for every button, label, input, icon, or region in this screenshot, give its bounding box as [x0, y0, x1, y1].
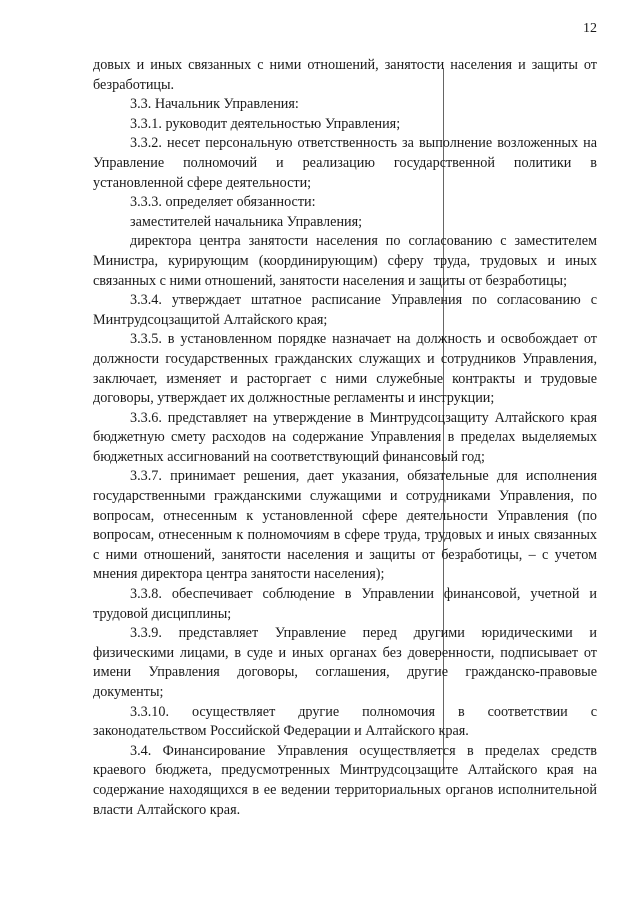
paragraph: довых и иных связанных с ними отношений, занятости населения и защиты от безработицы. — [93, 57, 597, 93]
paragraph: 3.3.10. осуществляет другие полномочия в соответствии с законодательством Российской Федерации и Алтайского края. — [93, 703, 597, 740]
paragraph: 3.3.5. в установленном порядке назначает на должность и освобождает от должности государственных гражданских служащих и сотрудников Управления, заключает, изменяет и расторгает с ними служебные контракты и трудовые договоры, утверждает их должностные регламенты и инструкции; — [93, 331, 597, 407]
paragraph: директора центра занятости населения по согласованию с заместителем Министра, курирующим (координирующим) сферу труда, трудовых и иных связанных с ними отношений, занятости населения и защиты от безработицы; — [93, 233, 597, 289]
paragraph: 3.3.4. утверждает штатное расписание Управления по согласованию с Минтрудсоцзащитой Алтайского края; — [93, 292, 597, 328]
paragraph: 3.3.3. определяет обязанности: — [130, 194, 316, 211]
paragraph: 3.3.9. представляет Управление перед другими юридическими и физическими лицами, в суде и иных органах без доверенности, подписывает от имени Управления договоры, соглашения, другие гражданско-правовые документы; — [93, 625, 597, 700]
paragraph: заместителей начальника Управления; — [130, 213, 363, 230]
paragraph: 3.3.7. принимает решения, дает указания, обязательные для исполнения государственными гражданскими служащими и сотрудниками Управления, по вопросам, отнесенным к установленной сфере деятельности Управления (по вопросам, отнесенным к полномочиям в сфере труда, трудовых и иных связанных с ними отношений, занятости населения и защиты от безработицы, – с учетом мнения директора центра занятости населения); — [93, 468, 597, 583]
paragraph: 3.3.2. несет персональную ответственность за выполнение возложенных на Управление полномочий и реализацию государственной политики в установленной сфере деятельности; — [93, 135, 597, 191]
paragraph: 3.3.8. обеспечивает соблюдение в Управлении финансовой, учетной и трудовой дисциплины; — [93, 586, 597, 622]
page-number: 12 — [583, 21, 597, 36]
paragraph: 3.3.6. представляет на утверждение в Минтрудсоцзащиту Алтайского края бюджетную смету расходов на содержание Управления в пределах выделяемых бюджетных ассигнований на соответствующий финансовый год; — [93, 409, 597, 465]
document-body — [93, 56, 597, 820]
paragraph: 3.4. Финансирование Управления осуществляется в пределах средств краевого бюджета, предусмотренных Минтрудсоцзащите Алтайского края на содержание находящихся в ее ведении территориальных органов исполнительной власти Алтайского края. — [93, 742, 597, 818]
paragraph: 3.3. Начальник Управления: — [130, 96, 299, 113]
paragraph: 3.3.1. руководит деятельностью Управления; — [130, 115, 401, 132]
